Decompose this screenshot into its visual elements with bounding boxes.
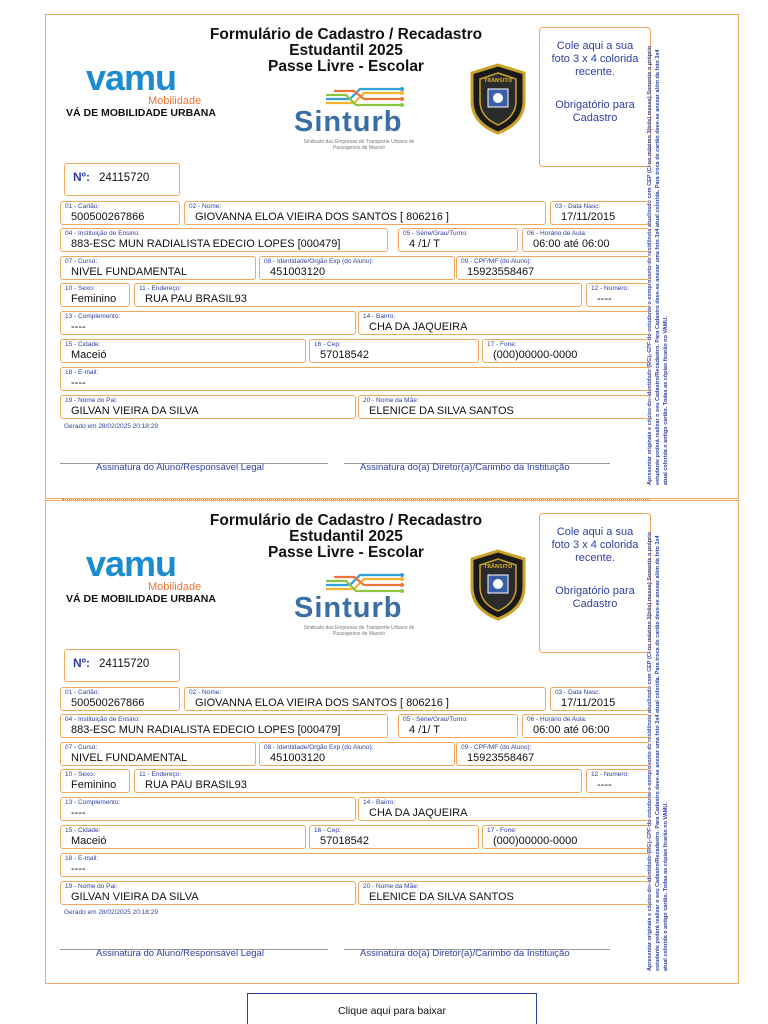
registration-number-field: Nº: 24115720 [64, 649, 180, 682]
vamu-slogan: VÁ DE MOBILIDADE URBANA [66, 593, 216, 605]
field-school: 04 - Instituição de Ensino: 883-ESC MUN RADIALISTA EDECIO LOPES [000479] [60, 228, 388, 252]
field-sex: 10 - Sexo: Feminino [60, 283, 130, 307]
field-father-name: 19 - Nome do Pai: GILVAN VIEIRA DA SILVA [60, 395, 356, 419]
svg-text:TRÂNSITO: TRÂNSITO [483, 78, 513, 84]
field-city: 15 - Cidade: Maceió [60, 339, 306, 363]
signature-label-director: Assinatura do(a) Diretor(a)/Carimbo da Instituição [360, 948, 570, 959]
form-title: Formulário de Cadastro / Recadastro Estudantil 2025 Passe Livre - Escolar [209, 512, 483, 561]
field-phone: 17 - Fone: (000)00000-0000 [482, 339, 650, 363]
vamu-logo: vamu Mobilidade [86, 543, 202, 593]
photo-placeholder: Cole aqui a sua foto 3 x 4 colorida recente. Obrigatório para Cadastro [539, 513, 651, 653]
field-email: 18 - E-mail: ---- [60, 853, 650, 877]
signature-label-director: Assinatura do(a) Diretor(a)/Carimbo da Instituição [360, 462, 570, 473]
vamu-slogan: VÁ DE MOBILIDADE URBANA [66, 107, 216, 119]
field-neighborhood: 14 - Bairro: CHA DA JAQUEIRA [358, 311, 650, 335]
field-complement: 13 - Complemento: ---- [60, 311, 356, 335]
field-city: 15 - Cidade: Maceió [60, 825, 306, 849]
svg-text:TRÂNSITO: TRÂNSITO [483, 564, 513, 570]
generated-timestamp: Gerado em 28/02/2025 20:18:29 [64, 423, 158, 430]
field-birth-date: 03 - Data Nasc: 17/11/2015 [550, 687, 650, 711]
field-address: 11 - Endereço: RUA PAU BRASIL93 [134, 283, 582, 307]
field-address: 11 - Endereço: RUA PAU BRASIL93 [134, 769, 582, 793]
transito-badge-icon [466, 549, 530, 621]
photo-placeholder: Cole aqui a sua foto 3 x 4 colorida recente. Obrigatório para Cadastro [539, 27, 651, 167]
vamu-logo: vamu Mobilidade [86, 57, 202, 107]
field-identity: 08 - Identidade/Orgão Exp (do Aluno): 451003120 [259, 256, 455, 280]
field-grade: 05 - Série/Grau/Turno: 4 /1/ T [398, 228, 518, 252]
field-card: 01 - Cartão: 500500267866 [60, 687, 180, 711]
field-zip: 16 - Cep: 57018542 [309, 339, 479, 363]
field-father-name: 19 - Nome do Pai: GILVAN VIEIRA DA SILVA [60, 881, 356, 905]
field-name: 02 - Nome: GIOVANNA ELOA VIEIRA DOS SANTOS [ 806216 ] [184, 201, 546, 225]
download-button[interactable]: Clique aqui para baixar [247, 993, 537, 1024]
form-copy-bottom [45, 500, 739, 984]
field-identity: 08 - Identidade/Orgão Exp (do Aluno): 451003120 [259, 742, 455, 766]
form-title: Formulário de Cadastro / Recadastro Estudantil 2025 Passe Livre - Escolar [209, 26, 483, 75]
field-sex: 10 - Sexo: Feminino [60, 769, 130, 793]
field-name: 02 - Nome: GIOVANNA ELOA VIEIRA DOS SANTOS [ 806216 ] [184, 687, 546, 711]
field-course: 07 - Curso: NIVEL FUNDAMENTAL [60, 742, 256, 766]
field-birth-date: 03 - Data Nasc: 17/11/2015 [550, 201, 650, 225]
field-class-hours: 06 - Horário de Aula: 06:00 até 06:00 [522, 228, 650, 252]
form-copy-top [45, 14, 739, 499]
signature-label-student: Assinatura do Aluno/Responsável Legal [96, 462, 264, 473]
instructions-note: Apresentar originais e cópias de: Identidade (RG), CPF do estudante e comprovante de residência atualizado com CEP (C/ no máximo 3(três) meses) Somente o próprio estudante poderá realizar o seu Cadastro/Recadastro. Para Cadastro deve-se anexar uma foto 3x4 atual colorida. Para troca de cartão deve-se anexar além da foto 3x4 atual colorida o antigo cartão. Todas as cópias ficarão no VAMU. [647, 531, 669, 971]
generated-timestamp: Gerado em 28/02/2025 20:18:29 [64, 909, 158, 916]
field-school: 04 - Instituição de Ensino: 883-ESC MUN RADIALISTA EDECIO LOPES [000479] [60, 714, 388, 738]
field-course: 07 - Curso: NIVEL FUNDAMENTAL [60, 256, 256, 280]
field-zip: 16 - Cep: 57018542 [309, 825, 479, 849]
field-card: 01 - Cartão: 500500267866 [60, 201, 180, 225]
signature-label-student: Assinatura do Aluno/Responsável Legal [96, 948, 264, 959]
field-email: 18 - E-mail: ---- [60, 367, 650, 391]
field-address-number: 12 - Numero: ---- [586, 283, 650, 307]
instructions-note: Apresentar originais e cópias de: Identidade (RG), CPF do estudante e comprovante de residência atualizado com CEP (C/ no máximo 3(três) meses) Somente o próprio estudante poderá realizar o seu Cadastro/Recadastro. Para Cadastro deve-se anexar uma foto 3x4 atual colorida. Para troca de cartão deve-se anexar além da foto 3x4 atual colorida o antigo cartão. Todas as cópias ficarão no VAMU. [647, 45, 669, 485]
field-neighborhood: 14 - Bairro: CHA DA JAQUEIRA [358, 797, 650, 821]
field-cpf: 09 - CPF/MF (do Aluno): 15923558467 [456, 256, 650, 280]
sinturb-logo: Sinturb Sindicato das Empresas de Transporte Urbano de Passageiros de Maceió [294, 85, 424, 155]
field-grade: 05 - Série/Grau/Turno: 4 /1/ T [398, 714, 518, 738]
field-mother-name: 20 - Nome da Mãe: ELENICE DA SILVA SANTOS [358, 395, 650, 419]
field-cpf: 09 - CPF/MF (do Aluno): 15923558467 [456, 742, 650, 766]
transito-badge-icon [466, 63, 530, 135]
registration-number-field: Nº: 24115720 [64, 163, 180, 196]
field-class-hours: 06 - Horário de Aula: 06:00 até 06:00 [522, 714, 650, 738]
field-address-number: 12 - Numero: ---- [586, 769, 650, 793]
field-phone: 17 - Fone: (000)00000-0000 [482, 825, 650, 849]
field-mother-name: 20 - Nome da Mãe: ELENICE DA SILVA SANTOS [358, 881, 650, 905]
field-complement: 13 - Complemento: ---- [60, 797, 356, 821]
sinturb-logo: Sinturb Sindicato das Empresas de Transporte Urbano de Passageiros de Maceió [294, 571, 424, 641]
